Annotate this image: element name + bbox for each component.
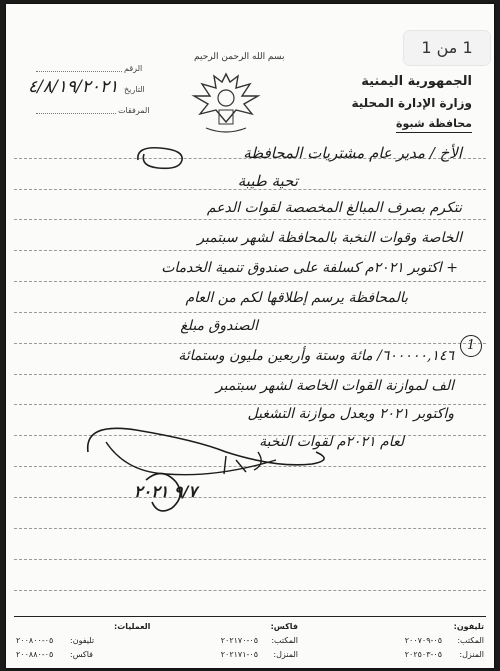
ministry-name: وزارة الإدارة المحلية xyxy=(351,96,472,110)
ref-label: الرقم xyxy=(124,64,143,73)
country-name: الجمهورية اليمنية xyxy=(361,74,472,89)
footer-ops-label: العمليات: xyxy=(114,622,151,631)
ruled-line xyxy=(14,312,486,313)
footer-fax-home-label: المنزل: xyxy=(273,650,298,659)
ruled-line xyxy=(14,281,486,282)
letter-page xyxy=(6,4,494,668)
footer-home-value: ٠٥-٢٠٢٥٠٣ xyxy=(404,650,442,659)
yemen-eagle-emblem xyxy=(186,66,266,136)
body-line-5: الصندوق مبلغ xyxy=(180,318,258,334)
ruled-line xyxy=(14,343,486,344)
attachments-label: المرفقات xyxy=(118,106,150,115)
footer-office-label: المكتب: xyxy=(457,636,484,645)
body-line-1: نتكرم بصرف المبالغ المخصصة لقوات الدعم xyxy=(206,200,462,216)
ref-line xyxy=(36,71,122,72)
signature xyxy=(76,412,336,532)
footer-divider xyxy=(14,616,486,617)
salutation-scribble xyxy=(132,140,188,174)
ruled-line xyxy=(14,250,486,251)
ruled-line xyxy=(14,219,486,220)
footer-fax-office-label: المكتب: xyxy=(271,636,298,645)
footer-fax-home-value: ٠٥-٢٠٢١٧١ xyxy=(220,650,258,659)
ruled-line xyxy=(14,404,486,405)
body-line-4: بالمحافظة يرسم إطلاقها لكم من العام xyxy=(185,290,408,306)
footer-ops-fax-value: ٠٥-٢٠٠٨٨٠ xyxy=(16,650,54,659)
footer-office-value: ٠٥-٢٠٠٧٠٩ xyxy=(404,636,442,645)
body-line-2: الخاصة وقوات النخبة بالمحافظة لشهر سبتمبر xyxy=(197,230,462,246)
footer-ops-fax-label: فاكس: xyxy=(70,650,93,659)
page-indicator: 1 من 1 xyxy=(404,31,490,65)
footer-fax-office-value: ٠٥-٢٠٢١٧٠ xyxy=(220,636,258,645)
recipient-line: الأخ / مدير عام مشتريات المحافظة xyxy=(243,144,462,162)
body-line-8: لعام ٢٠٢١م لقوات النخبة xyxy=(259,434,404,450)
footer-ops-phone-value: ٠٥-٢٠٠٨٠٠ xyxy=(16,636,54,645)
basmala: بسم الله الرحمن الرحيم xyxy=(194,52,285,62)
ruled-line xyxy=(14,559,486,560)
attachments-line xyxy=(36,113,116,114)
body-line-6: الف لموازنة القوات الخاصة لشهر سبتمبر xyxy=(215,378,454,394)
body-line-7: واكتوبر ٢٠٢١ ويعدل موازنة التشغيل xyxy=(247,406,454,422)
footer-ops-phone-label: تليفون: xyxy=(70,636,95,645)
circled-number: 1 xyxy=(460,335,482,357)
footer-home-label: المنزل: xyxy=(459,650,484,659)
body-line-3: + اكتوبر ٢٠٢١م كسلفة على صندوق تنمية الخدمات xyxy=(161,260,458,276)
ruled-line xyxy=(14,374,486,375)
ruled-line xyxy=(14,590,486,591)
signature-date: ٩/٧ ٢٠٢١ xyxy=(134,482,197,501)
amount-line: ٦٠٠٠٠٠,١٤٦/ مائة وستة وأربعين مليون وستمائة xyxy=(178,348,454,364)
governorate-name: محافظة شبوة xyxy=(396,117,472,133)
date-value: ٤/٨/١٩/٢٠٢١ xyxy=(28,77,119,97)
footer-phones-label: تليفون: xyxy=(453,622,484,631)
footer-fax-label: فاكس: xyxy=(270,622,298,631)
date-label: التاريخ xyxy=(124,85,145,94)
greeting-line: تحية طيبة xyxy=(237,172,298,190)
